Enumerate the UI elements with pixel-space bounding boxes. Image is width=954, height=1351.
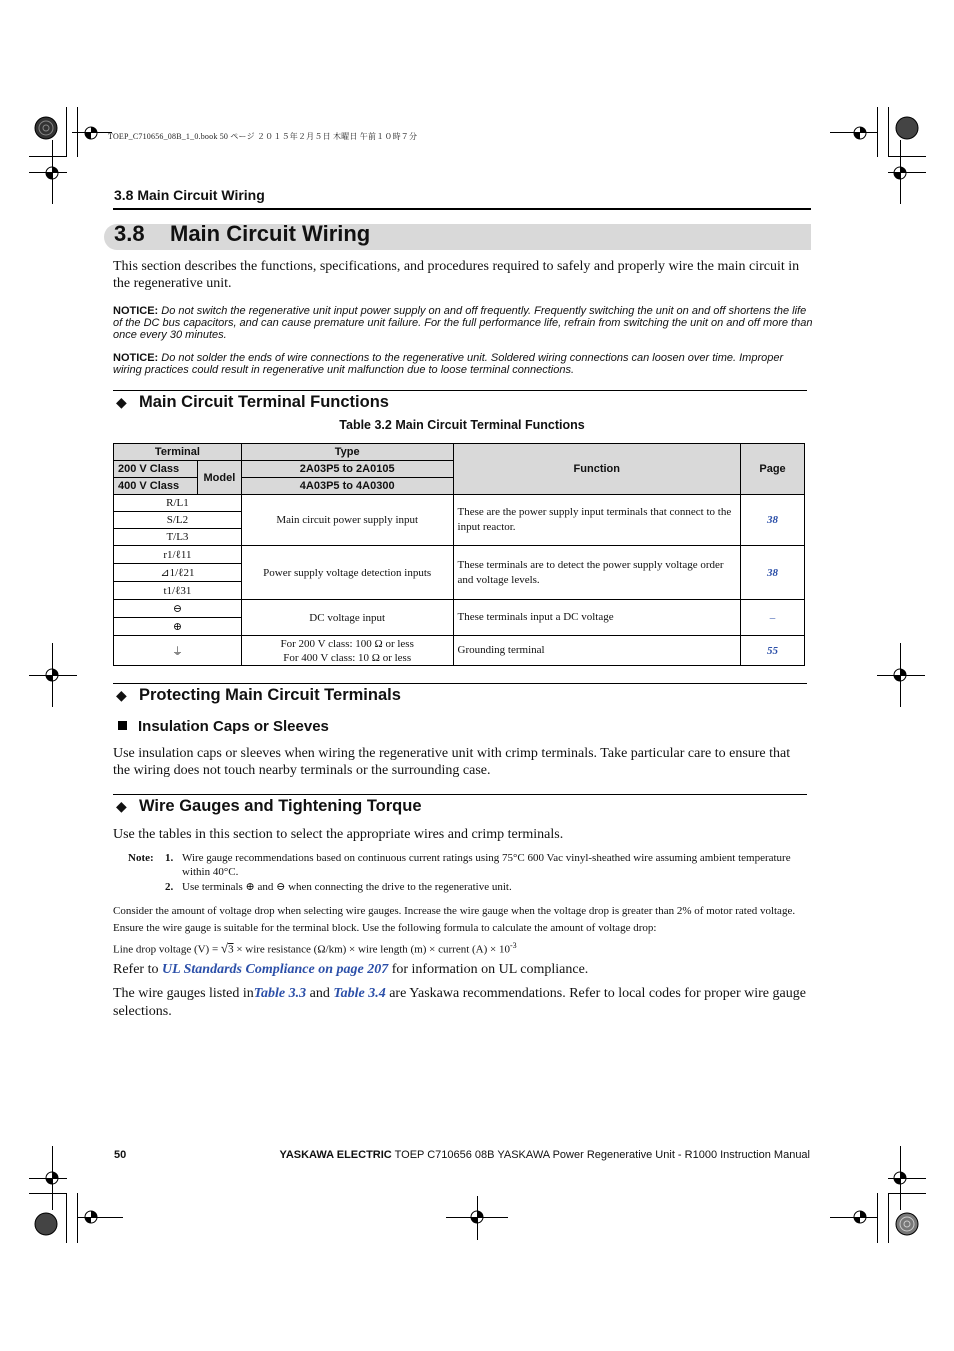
formula-rest: × wire resistance (Ω/km) × wire length (m) × current (A) × 10 <box>233 943 510 956</box>
table-3-3-link[interactable]: Table 3.3 <box>253 986 307 1001</box>
intro-paragraph: This section describes the functions, specifications, and procedures required to safely and properly wire the main circuit in the regenerative unit. <box>113 259 800 291</box>
ground-terminal-cell <box>114 636 242 666</box>
subheading-insulation <box>118 718 329 735</box>
page-link[interactable]: 38 <box>741 546 805 600</box>
header-400v-class: 400 V Class <box>114 478 198 495</box>
voltage-drop-formula <box>113 937 810 959</box>
terminal-cell: T/L3 <box>114 529 242 546</box>
header-400v-range: 4A03P5 to 4A0300 <box>241 478 453 495</box>
function-cell: These terminals are to detect the power supply voltage order and voltage levels. <box>453 546 741 600</box>
terminal-cell: ⊕ <box>114 618 242 636</box>
terminal-cell: S/L2 <box>114 512 242 529</box>
insulation-paragraph: Use insulation caps or sleeves when wiring the regenerative unit with crimp terminals. Take particular care to ensure that the wiring does not touch nearby terminals or the surrounding case. <box>113 746 791 778</box>
header-type: Type <box>241 444 453 461</box>
section-rule <box>113 794 807 795</box>
wire-intro-paragraph: Use the tables in this section to select the appropriate wires and crimp terminals. <box>113 827 564 842</box>
page-cell: – <box>741 600 805 636</box>
heading-text: Protecting Main Circuit Terminals <box>139 686 401 704</box>
header-function: Function <box>453 444 741 495</box>
sqrt-icon: √ <box>220 940 229 956</box>
ul-reference-paragraph <box>113 961 810 978</box>
terminal-cell: t1/ℓ31 <box>114 582 242 600</box>
voltage-drop-paragraph: Consider the amount of voltage drop when selecting wire gauges. Increase the wire gauge when the voltage drop is greater than 2% of motor rated voltage. Ensure the wire gauge is suitable for the terminal block. Use the following formula to calculate the amount of voltage drop: <box>113 905 796 934</box>
terminal-cell: ⊿1/ℓ21 <box>114 564 242 582</box>
heading-text: Insulation Caps or Sleeves <box>138 718 329 735</box>
section-title-text: Main Circuit Wiring <box>170 221 371 246</box>
crosshair-icon <box>43 666 61 684</box>
subsection-heading-terminal-functions <box>116 393 389 412</box>
crosshair-icon <box>43 1169 61 1187</box>
text: The wire gauges listed in <box>113 986 254 1001</box>
formula-exponent: -3 <box>510 941 517 950</box>
note-number: 2. <box>165 881 174 893</box>
formula-sqrt-value: 3 <box>228 943 234 956</box>
heading-text: Main Circuit Terminal Functions <box>139 393 389 411</box>
crosshair-icon <box>468 1208 486 1226</box>
note-number: 1. <box>165 852 174 864</box>
crosshair-icon <box>82 1208 100 1226</box>
diamond-icon: ◆ <box>116 687 127 703</box>
note-text: Use terminals ⊕ and ⊖ when connecting the drive to the regenerative unit. <box>182 881 512 893</box>
type-cell: Main circuit power supply input <box>241 495 453 546</box>
crosshair-icon <box>891 1169 909 1187</box>
registration-target-icon <box>34 116 58 140</box>
notice-text: Do not switch the regenerative unit input power supply on and off frequently. Frequently switching the unit on and off shortens the life of the DC bus capacitors, and can cause premature unit failure. For the full performance life, refrain from switching the unit on and off more than once every 30 minutes. <box>113 305 813 341</box>
text: and <box>306 986 334 1001</box>
function-cell: These are the power supply input terminals that connect to the input reactor. <box>453 495 741 546</box>
type-cell: DC voltage input <box>241 600 453 636</box>
ground-icon: ⏚ <box>171 645 183 658</box>
type-line: For 200 V class: 100 Ω or less <box>280 637 414 650</box>
table-3-4-link[interactable]: Table 3.4 <box>333 986 386 1001</box>
registration-target-icon <box>895 1212 919 1236</box>
text: for information on UL compliance. <box>388 962 589 977</box>
page-number: 50 <box>114 1149 127 1161</box>
crosshair-icon <box>82 124 100 142</box>
subsection-heading-protecting <box>116 686 401 705</box>
header-model: Model <box>197 461 241 495</box>
gauges-reference-paragraph <box>113 985 810 1021</box>
footer-brand: YASKAWA ELECTRIC <box>279 1149 392 1161</box>
terminal-cell: r1/ℓ11 <box>114 546 242 564</box>
note-text: Wire gauge recommendations based on continuous current ratings using 75°C 600 Vac vinyl-sheathed wire assuming ambient temperature within 40°C. <box>182 852 791 878</box>
header-rule <box>113 208 811 210</box>
header-200v-class: 200 V Class <box>114 461 198 478</box>
crosshair-icon <box>851 1208 869 1226</box>
crosshair-icon <box>43 164 61 182</box>
terminal-cell: R/L1 <box>114 495 242 512</box>
type-cell <box>241 636 453 666</box>
note-label: Note: <box>128 852 154 864</box>
function-cell: These terminals input a DC voltage <box>453 600 741 636</box>
function-cell: Grounding terminal <box>453 636 741 666</box>
header-terminal: Terminal <box>114 444 242 461</box>
square-bullet-icon <box>118 721 127 730</box>
crosshair-icon <box>851 124 869 142</box>
header-page: Page <box>741 444 805 495</box>
registration-target-icon <box>895 116 919 140</box>
running-head: 3.8 Main Circuit Wiring <box>114 187 265 203</box>
formula-lhs: Line drop voltage (V) = <box>113 943 221 956</box>
ul-compliance-link[interactable]: UL Standards Compliance on page 207 <box>161 962 389 977</box>
registration-target-icon <box>34 1212 58 1236</box>
text: Refer to <box>113 962 162 977</box>
type-line: For 400 V class: 10 Ω or less <box>283 651 412 664</box>
notice-label: NOTICE: <box>113 305 159 317</box>
print-header: TOEP_C710656_08B_1_0.book 50 ページ ２０１５年２月５日 木曜日 午前１０時７分 <box>108 132 418 141</box>
footer-doc-title <box>280 1149 811 1161</box>
terminal-cell: ⊖ <box>114 600 242 618</box>
notice-2 <box>113 352 813 376</box>
text: are Yaskawa recommendations. Refer to local codes for proper wire gauge selections. <box>113 986 806 1019</box>
diamond-icon: ◆ <box>116 798 127 814</box>
page-link[interactable]: 55 <box>741 636 805 666</box>
table-caption: Table 3.2 Main Circuit Terminal Functions <box>339 418 585 432</box>
header-200v-range: 2A03P5 to 2A0105 <box>241 461 453 478</box>
notice-text: Do not solder the ends of wire connections to the regenerative unit. Soldered wiring connections can loosen over time. Improper wiring practices could result in regenerative unit malfunction due to loose terminal connections. <box>113 352 784 376</box>
section-title <box>114 221 370 247</box>
heading-text: Wire Gauges and Tightening Torque <box>139 797 422 815</box>
crosshair-icon <box>891 666 909 684</box>
type-cell: Power supply voltage detection inputs <box>241 546 453 600</box>
section-rule <box>113 390 807 391</box>
diamond-icon: ◆ <box>116 394 127 410</box>
section-number: 3.8 <box>114 221 145 246</box>
page-link[interactable]: 38 <box>741 495 805 546</box>
subsection-heading-wire-gauges <box>116 797 422 816</box>
terminal-functions-table <box>113 443 805 666</box>
footer-doc: TOEP C710656 08B YASKAWA Power Regenerative Unit - R1000 Instruction Manual <box>391 1149 810 1161</box>
crosshair-icon <box>891 164 909 182</box>
notice-label: NOTICE: <box>113 352 159 364</box>
notice-1 <box>113 305 813 341</box>
section-rule <box>113 683 807 684</box>
